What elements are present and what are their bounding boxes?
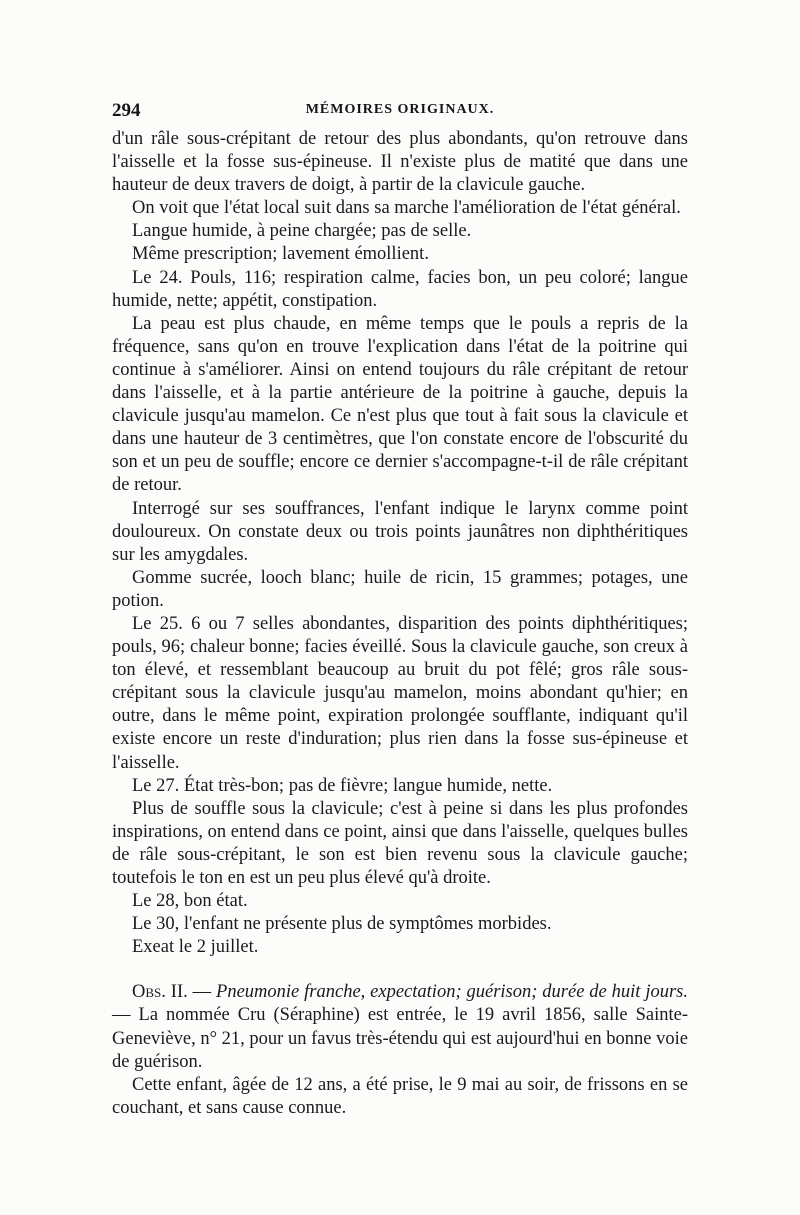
observation-text: — La nommée Cru (Séraphine) est entrée, le 19 avril 1856, salle Sainte-Geneviève, n° 21, pour un favus très-étendu qui est aujourd'hui en bonne voie de guérison. <box>112 1005 688 1072</box>
paragraph: Interrogé sur ses souffrances, l'enfant indique le larynx comme point douloureux. On constate deux ou trois points jaunâtres non diphthéritiques sur les amygdales. <box>112 498 688 565</box>
observation-label: Obs. II. <box>132 982 188 1003</box>
paragraph: Même prescription; lavement émollient. <box>132 244 429 265</box>
body-text <box>112 128 688 1120</box>
paragraph: Le 30, l'enfant ne présente plus de symptômes morbides. <box>132 914 552 935</box>
running-head <box>112 100 688 126</box>
paragraph: On voit que l'état local suit dans sa marche l'amélioration de l'état général. <box>132 198 681 219</box>
paragraph-continuation: d'un râle sous-crépitant de retour des plus abondants, qu'on retrouve dans l'aisselle et la fosse sus-épineuse. Il n'existe plus de matité que dans une hauteur de deux travers de doigt, à partir de la clavicule gauche. <box>112 129 688 196</box>
paragraph: Exeat le 2 juillet. <box>132 937 259 958</box>
paragraph: Le 27. État très-bon; pas de fièvre; langue humide, nette. <box>132 775 553 796</box>
running-head-title: MÉMOIRES ORIGINAUX. <box>305 102 495 117</box>
paragraph: Le 25. 6 ou 7 selles abondantes, disparition des points diphthéritiques; pouls, 96; chaleur bonne; facies éveillé. Sous la clavicule gauche, son creux à ton élevé, et ressemblant beaucoup au bruit du pot fêlé; gros râle sous-crépitant sous la clavicule jusqu'au mamelon, moins abondant qu'hier; en outre, dans le même point, expiration prolongée soufflante, indiquant qu'il existe encore un reste d'induration; plus rien dans la fosse sus-épineuse et l'aisselle. <box>112 613 688 773</box>
paragraph: Plus de souffle sous la clavicule; c'est à peine si dans les plus profondes inspirations, on entend dans ce point, ainsi que dans l'aisselle, quelques bulles de râle sous-crépitant, le son est bien revenu sous la clavicule gauche; toutefois le ton en est un peu plus élevé qu'à droite. <box>112 798 688 888</box>
paragraph-final: Cette enfant, âgée de 12 ans, a été prise, le 9 mai au soir, de frissons en se couchant, et sans cause connue. <box>112 1074 688 1118</box>
page-number: 294 <box>112 100 141 121</box>
observation-title: Pneumonie franche, expectation; guérison; durée de huit jours. <box>216 982 688 1003</box>
paragraph: Gomme sucrée, looch blanc; huile de ricin, 15 grammes; potages, une potion. <box>112 567 688 611</box>
paragraph: Langue humide, à peine chargée; pas de selle. <box>132 221 472 242</box>
paragraph: Le 24. Pouls, 116; respiration calme, facies bon, un peu coloré; langue humide, nette; appétit, constipation. <box>112 267 688 311</box>
paragraph: Le 28, bon état. <box>132 891 248 912</box>
observation-heading-paragraph <box>112 981 688 1073</box>
paragraph: La peau est plus chaude, en même temps que le pouls a repris de la fréquence, sans qu'on en trouve l'explication dans l'état de la poitrine qui continue à s'améliorer. Ainsi on entend toujours du râle crépitant de retour dans l'aisselle, et à la partie antérieure de la poitrine à gauche, depuis la clavicule jusqu'au mamelon. Ce n'est plus que tout à fait sous la clavicule et dans une hauteur de 3 centimètres, que l'on constate encore de l'obscurité du son et un peu de souffle; encore ce dernier s'accompagne-t-il de râle crépitant de retour. <box>112 313 688 496</box>
observation-dash: — <box>187 982 217 1003</box>
